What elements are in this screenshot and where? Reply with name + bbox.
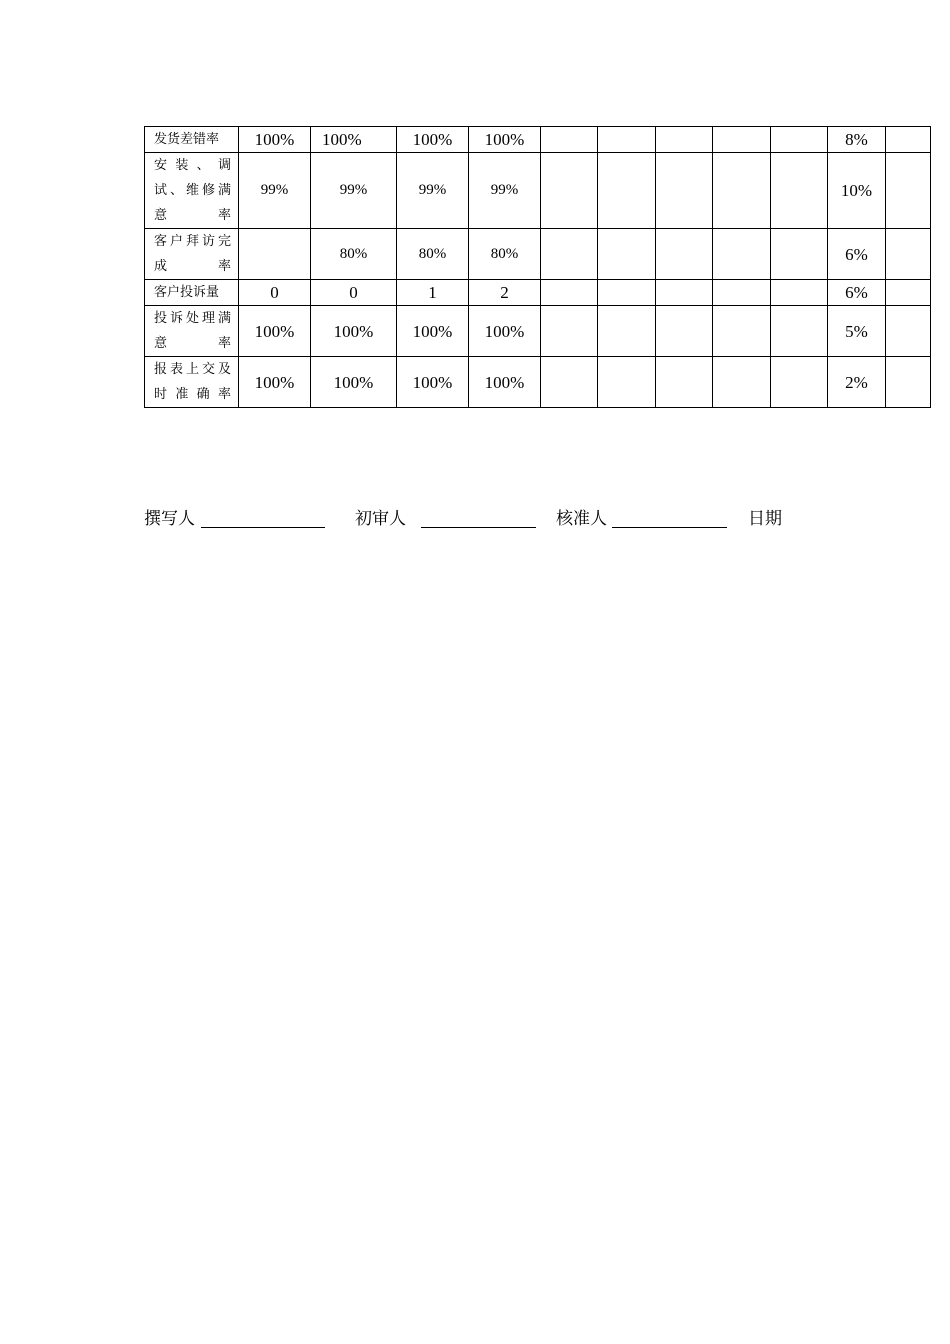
- month-value: 80%: [311, 229, 397, 280]
- empty-cell: [656, 357, 713, 408]
- empty-cell: [886, 306, 931, 357]
- month-value: 100%: [311, 306, 397, 357]
- month-value: 100%: [311, 127, 397, 153]
- empty-cell: [541, 229, 598, 280]
- table-row: [145, 127, 931, 153]
- empty-cell: [713, 229, 771, 280]
- empty-cell: [541, 357, 598, 408]
- row-label: 报表上交及时准确率: [145, 357, 239, 408]
- row-label: 客户拜访完成率: [145, 229, 239, 280]
- approver-label: 核准人: [556, 509, 607, 529]
- writer-signature-line[interactable]: [201, 527, 325, 528]
- weight-value: 6%: [828, 229, 886, 280]
- empty-cell: [656, 306, 713, 357]
- approver-signature-line[interactable]: [612, 527, 727, 528]
- table-row: [145, 280, 931, 306]
- empty-cell: [541, 127, 598, 153]
- month-value: 99%: [239, 153, 311, 229]
- empty-cell: [598, 153, 656, 229]
- month-value: 80%: [397, 229, 469, 280]
- month-value: 100%: [469, 306, 541, 357]
- month-value: 2: [469, 280, 541, 306]
- row-label: 投诉处理满意率: [145, 306, 239, 357]
- empty-cell: [771, 357, 828, 408]
- empty-cell: [541, 306, 598, 357]
- empty-cell: [771, 306, 828, 357]
- empty-cell: [771, 280, 828, 306]
- month-value: 100%: [469, 357, 541, 408]
- month-value: 1: [397, 280, 469, 306]
- month-value: 100%: [239, 127, 311, 153]
- writer-label: 撰写人: [144, 509, 195, 529]
- empty-cell: [713, 357, 771, 408]
- month-value: 0: [239, 280, 311, 306]
- empty-cell: [598, 127, 656, 153]
- weight-value: 10%: [828, 153, 886, 229]
- empty-cell: [598, 229, 656, 280]
- month-value: 0: [311, 280, 397, 306]
- weight-value: 2%: [828, 357, 886, 408]
- weight-value: 8%: [828, 127, 886, 153]
- kpi-table: [144, 126, 931, 408]
- month-value: 99%: [469, 153, 541, 229]
- reviewer-signature-line[interactable]: [421, 527, 536, 528]
- empty-cell: [656, 280, 713, 306]
- empty-cell: [771, 127, 828, 153]
- month-value: 80%: [469, 229, 541, 280]
- empty-cell: [771, 153, 828, 229]
- month-value: 100%: [397, 306, 469, 357]
- month-value: 100%: [469, 127, 541, 153]
- row-label: 发货差错率: [145, 127, 239, 153]
- empty-cell: [541, 280, 598, 306]
- month-value: [239, 229, 311, 280]
- month-value: 100%: [397, 127, 469, 153]
- row-label: 安装、调试、维修满意率: [145, 153, 239, 229]
- table-row: [145, 153, 931, 229]
- empty-cell: [713, 127, 771, 153]
- empty-cell: [656, 127, 713, 153]
- empty-cell: [598, 357, 656, 408]
- month-value: 100%: [239, 306, 311, 357]
- empty-cell: [713, 153, 771, 229]
- weight-value: 5%: [828, 306, 886, 357]
- empty-cell: [886, 280, 931, 306]
- empty-cell: [713, 280, 771, 306]
- empty-cell: [713, 306, 771, 357]
- reviewer-label: 初审人: [355, 509, 406, 529]
- empty-cell: [598, 306, 656, 357]
- month-value: 100%: [397, 357, 469, 408]
- empty-cell: [886, 127, 931, 153]
- table-row: [145, 306, 931, 357]
- empty-cell: [886, 153, 931, 229]
- empty-cell: [771, 229, 828, 280]
- empty-cell: [886, 229, 931, 280]
- month-value: 100%: [239, 357, 311, 408]
- row-label: 客户投诉量: [145, 280, 239, 306]
- empty-cell: [656, 153, 713, 229]
- table-row: [145, 229, 931, 280]
- date-label: 日期: [748, 509, 782, 529]
- empty-cell: [541, 153, 598, 229]
- table-row: [145, 357, 931, 408]
- month-value: 99%: [311, 153, 397, 229]
- empty-cell: [886, 357, 931, 408]
- weight-value: 6%: [828, 280, 886, 306]
- month-value: 99%: [397, 153, 469, 229]
- month-value: 100%: [311, 357, 397, 408]
- empty-cell: [656, 229, 713, 280]
- empty-cell: [598, 280, 656, 306]
